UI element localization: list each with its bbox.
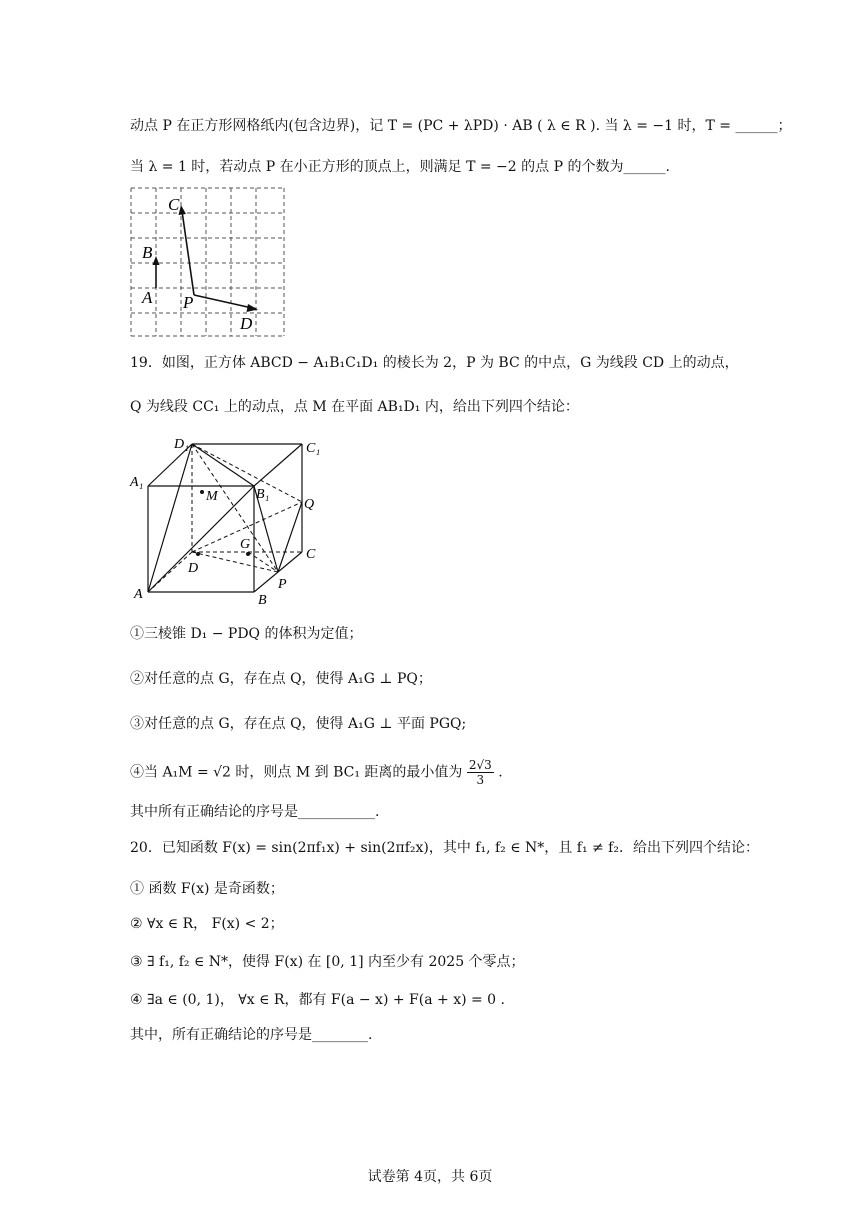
cube-figure — [128, 430, 328, 610]
q20-item3: ③ ∃ f₁, f₂ ∈ N*，使得 F(x) 在 [0, 1] 内至少有 2025 个零点； — [130, 954, 525, 970]
q20-line1: 20．已知函数 F(x) = sin(2πf₁x) + sin(2πf₂x)，其中 f₁, f₂ ∈ N*，且 f₁ ≠ f₂．给出下列四个结论： — [130, 840, 759, 856]
q20-item4: ④ ∃a ∈ (0, 1)， ∀x ∈ R，都有 F(a − x) + F(a + x) = 0 . — [130, 992, 505, 1008]
q20-item1: ① 函数 F(x) 是奇函数； — [130, 881, 284, 897]
q19-item4: ④当 A₁M = √2 时，则点 M 到 BC₁ 距离的最小值为 $\frac{2√3}{3}$ . — [130, 758, 503, 787]
q19-item4-text: ④当 A₁M = √2 时，则点 M 到 BC₁ 距离的最小值为 — [130, 764, 463, 781]
label-p: P — [278, 577, 287, 592]
q20-item2: ② ∀x ∈ R， F(x) < 2； — [130, 916, 284, 932]
cube-solid-edges — [148, 444, 302, 592]
label-p: P — [183, 293, 194, 312]
page-footer: 试卷第 4页，共 6页 — [367, 1169, 493, 1185]
label-c1: C₁ — [306, 441, 321, 456]
label-d: D — [240, 314, 253, 333]
label-b: B — [142, 243, 153, 262]
label-q: Q — [304, 497, 315, 512]
label-b: B — [258, 593, 267, 608]
label-a1: A₁ — [130, 475, 144, 490]
label-a: A — [134, 587, 143, 602]
q19-line1: 19．如图，正方体 ABCD − A₁B₁C₁D₁ 的棱长为 2，P 为 BC 的中点，G 为线段 CD 上的动点， — [130, 355, 739, 371]
q19-item3: ③对任意的点 G，存在点 Q，使得 A₁G ⊥ 平面 PGQ; — [130, 716, 467, 732]
q19-item2: ②对任意的点 G，存在点 Q，使得 A₁G ⊥ PQ； — [130, 671, 432, 687]
label-d1: D₁ — [174, 437, 189, 452]
label-m: M — [206, 489, 218, 504]
arrow-ab-icon — [153, 256, 160, 265]
vector-pc — [182, 211, 194, 295]
q19-item1: ①三棱锥 D₁ − PDQ 的体积为定值； — [130, 626, 363, 642]
point-d — [196, 552, 200, 556]
q19-line2: Q 为线段 CC₁ 上的动点，点 M 在平面 AB₁D₁ 内，给出下列四个结论： — [130, 399, 579, 415]
label-a: A — [142, 288, 153, 307]
q19-answer: 其中所有正确结论的序号是___________. — [130, 804, 380, 820]
q18-line2: 当 λ = 1 时，若动点 P 在小正方形的顶点上，则满足 T = −2 的点 P 的个数为______. — [130, 159, 670, 175]
vector-pd — [194, 295, 252, 308]
fraction-2sqrt3-over-3: $\frac{2√3}{3}$ — [468, 758, 492, 787]
label-c: C — [306, 547, 316, 562]
label-d: D — [188, 561, 199, 576]
point-g — [246, 552, 250, 556]
label-b1: B₁ — [256, 487, 270, 502]
label-c: C — [168, 195, 180, 214]
point-m — [200, 490, 204, 494]
q20-answer: 其中，所有正确结论的序号是________. — [130, 1027, 373, 1043]
grid-vector-figure — [128, 186, 288, 338]
arrow-pc-icon — [179, 205, 187, 215]
label-g: G — [240, 537, 251, 552]
q18-line1: 动点 P 在正方形网格纸内(包含边界)，记 T = (PC + λPD) · AB ( λ ∈ R ). 当 λ = −1 时，T = ______； — [130, 118, 792, 134]
